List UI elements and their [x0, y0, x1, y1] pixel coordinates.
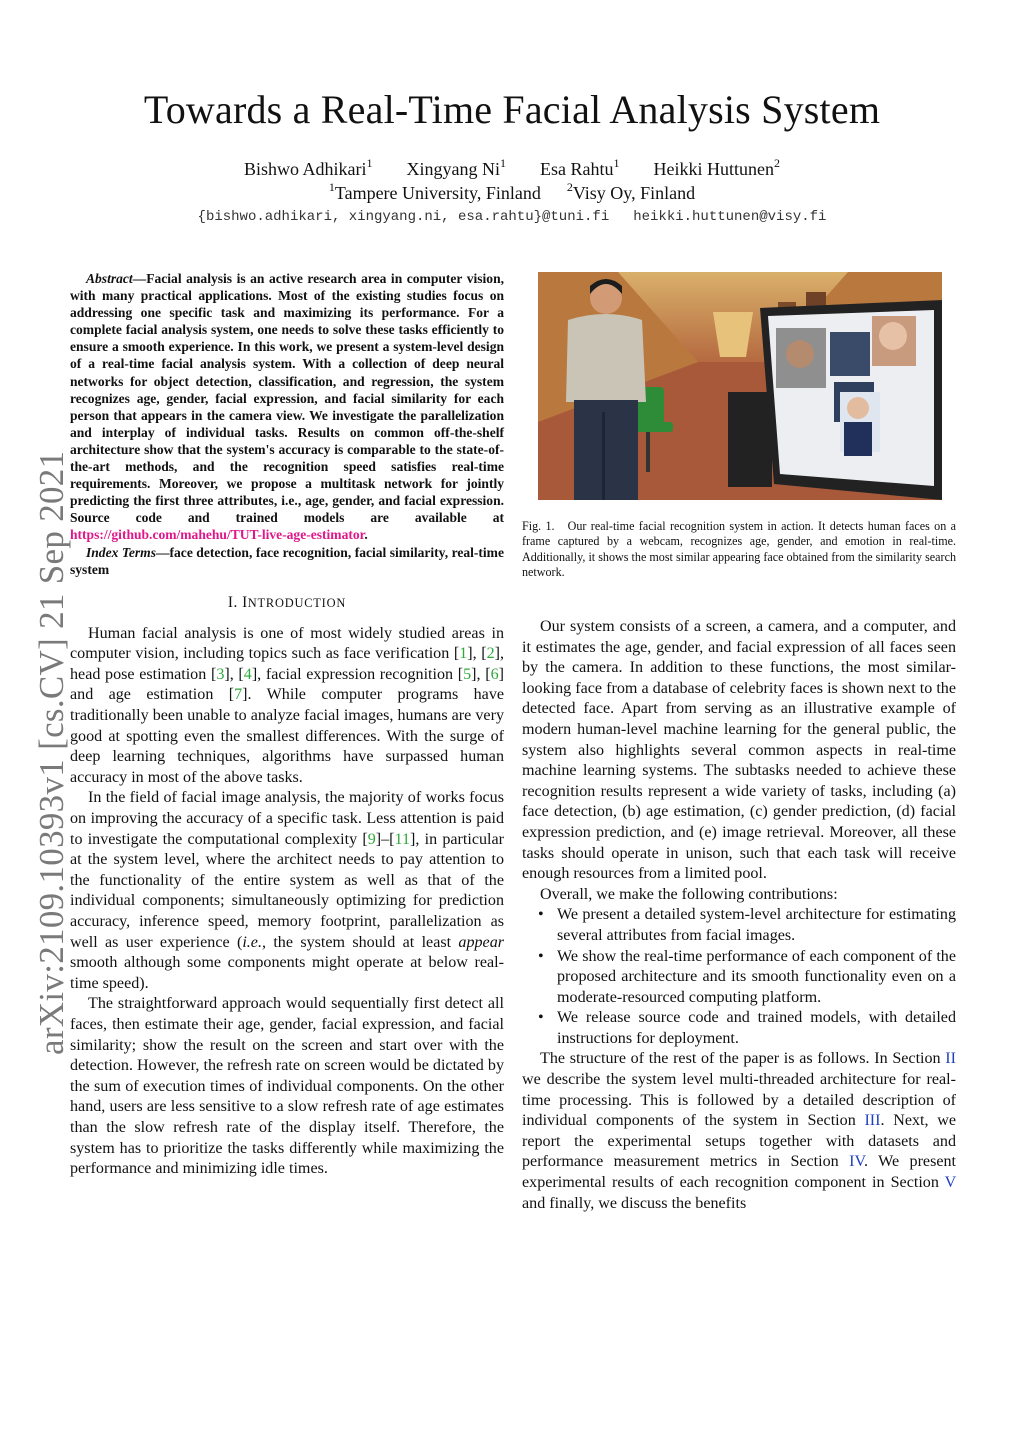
figure-1: [538, 272, 942, 500]
affiliation: $^2$Visy Oy, Finland: [566, 180, 696, 203]
section-link[interactable]: IV: [849, 1153, 865, 1171]
source-code-link[interactable]: https://github.com/mahehu/TUT-live-age-estimator: [70, 527, 365, 543]
list-item: • We show the real-time performance of each component of the proposed architecture and its smooth functionality even on a moderate-resourced computing platform.: [538, 947, 956, 1006]
citation-link[interactable]: 5: [463, 665, 472, 683]
citation-link[interactable]: 1: [459, 645, 468, 663]
abstract: Abstract—Facial analysis is an active research area in computer vision, with many practical applications. Most of the existing studies focus on addressing one specific task and maximizing its performance. For a complete facial analysis system, one needs to solve these tasks efficiently to ensure a smooth experience. In this work, we present a system-level design of a real-time facial analysis system. With a collection of deep neural networks for object detection, classification, and regression, the system recognizes age, gender, facial expression, and facial similarity for each person that appears in the camera view. We investigate the parallelization and interplay of individual tasks. Results on common off-the-shelf architecture show that the system's accuracy is comparable to the state-of-the-art methods, and the recognition speed satisfies real-time requirements. Moreover, we propose a multitask network for jointly predicting the first three attributes, i.e., age, gender, and facial expression. Source code and trained models are available at https://github.com/mahehu/TUT-live-age-estimator.: [70, 271, 504, 543]
intro-paragraph-3: The straightforward approach would sequentially first detect all faces, then estimate their age, gender, facial expression, and facial similarity; show the result on the screen and start over with the detection. However, the refresh rate on screen would be dictated by the sum of execution times of individual components. On the other hand, users are less sensitive to a slow refresh rate of age estimates than the slow refresh rate of the display itself. Therefore, the system has to prioritize the tasks differently while maximizing the performance and minimizing idle times.: [70, 995, 504, 1178]
right-column: [522, 617, 956, 1214]
affiliation-list: [0, 181, 1024, 205]
photo-monitor: [760, 300, 942, 500]
author: Xingyang Ni$^1$: [406, 156, 507, 179]
section-link[interactable]: II: [945, 1050, 956, 1068]
paper-title: Towards a Real-Time Facial Analysis System: [143, 87, 881, 132]
citation-link[interactable]: 11: [394, 830, 411, 848]
contributions-list: [522, 905, 956, 1049]
list-item: • We present a detailed system-level architecture for estimating several attributes from facial images.: [538, 906, 956, 944]
citation-link[interactable]: 2: [486, 645, 495, 663]
photo-bin: [728, 392, 772, 487]
email: heikki.huttunen@visy.fi: [633, 209, 827, 225]
author-list: [0, 157, 1024, 181]
section-link[interactable]: III: [864, 1112, 881, 1130]
citation-link[interactable]: 3: [216, 665, 225, 683]
photo-corridor-light: [713, 312, 753, 357]
intro-paragraph-2: In the field of facial image analysis, the majority of works focus on improving the accuracy of a specific task. Less attention is paid to investigate the computational complexity [9]–[11], in particular at the system level, where the architect needs to pay attention to the functionality of the entire system as well as that of the individual components; simultaneously optimizing for prediction accuracy, inference speed, memory footprint, parallelization as well as user experience (i.e., the system should at least appear smooth although some components might operate at below real-time speed).: [70, 789, 504, 992]
index-terms-label: Index Terms: [86, 544, 156, 560]
citation-link[interactable]: 4: [243, 665, 252, 683]
abstract-label: Abstract: [86, 271, 133, 286]
author: Esa Rahtu$^1$: [540, 156, 620, 179]
structure-paragraph: The structure of the rest of the paper is as follows. In Section II we describe the system level multi-threaded architecture for real-time processing. This is followed by a detailed description of individual components of the system in Section III. Next, we report the experimental setups together with datasets and performance measurement metrics in Section IV. We present experimental results of each recognition component in Section V and finally, we discuss the benefits: [522, 1050, 956, 1212]
right-paragraph-1: Our system consists of a screen, a camera, and a computer, and it estimates the age, gender, and facial expression of all faces seen by the camera. In addition to these functions, the most similar-looking face from a database of celebrity faces is shown next to the detected face. Apart from serving as an illustrative example of modern human-level machine learning for the general public, the system also highlights several common aspects in real-time machine learning systems. The subtasks needed to achieve these recognition results represent a wide variety of tasks, including (a) face detection, (b) age estimation, (c) gender prediction, (d) facial expression prediction, and (e) image retrieval. Moreover, all these tasks should operate in unison, such that each task will receive enough resources from a limited pool.: [522, 618, 956, 883]
citation-link[interactable]: 7: [234, 686, 243, 704]
citation-link[interactable]: 6: [490, 665, 499, 683]
left-column: [70, 270, 504, 1180]
intro-paragraph-1: Human facial analysis is one of most widely studied areas in computer vision, including topics such as face verification [1], [2], head pose estimation [3], [4], facial expression recognition [5], [6] and age estimation [7]. While computer programs have traditionally been unable to analyze facial images, humans are very good at spotting even the smallest differences. With the surge of deep learning techniques, algorithms have surpassed human accuracy in most of the above tasks.: [70, 624, 505, 786]
citation-link[interactable]: 9: [367, 830, 376, 848]
index-terms: Index Terms—face detection, face recognition, facial similarity, real-time system: [70, 544, 504, 577]
email-list: [0, 207, 1024, 227]
section-link[interactable]: V: [944, 1174, 956, 1192]
section-heading-introduction: I. INTRODUCTION: [227, 593, 347, 611]
list-item: • We release source code and trained models, with detailed instructions for deployment.: [538, 1009, 956, 1047]
figure-caption: Fig. 1. Our real-time facial recognition system in action. It detects human faces on a frame captured by a webcam, recognizes age, gender, and emotion in real-time. Additionally, it shows the most similar appearing face obtained from the similarity search network.: [522, 519, 956, 579]
contributions-intro: Overall, we make the following contributions:: [540, 885, 838, 903]
affiliation: $^1$Tampere University, Finland: [328, 180, 541, 203]
arxiv-stamp: arXiv:2109.10393v1 [cs.CV] 21 Sep 2021: [32, 450, 71, 1055]
author: Bishwo Adhikari$^1$: [244, 156, 373, 179]
figure-photo: [538, 272, 942, 500]
email: {bishwo.adhikari, xingyang.ni, esa.rahtu}@tuni.fi: [197, 209, 610, 225]
author: Heikki Huttunen$^2$: [653, 156, 780, 179]
